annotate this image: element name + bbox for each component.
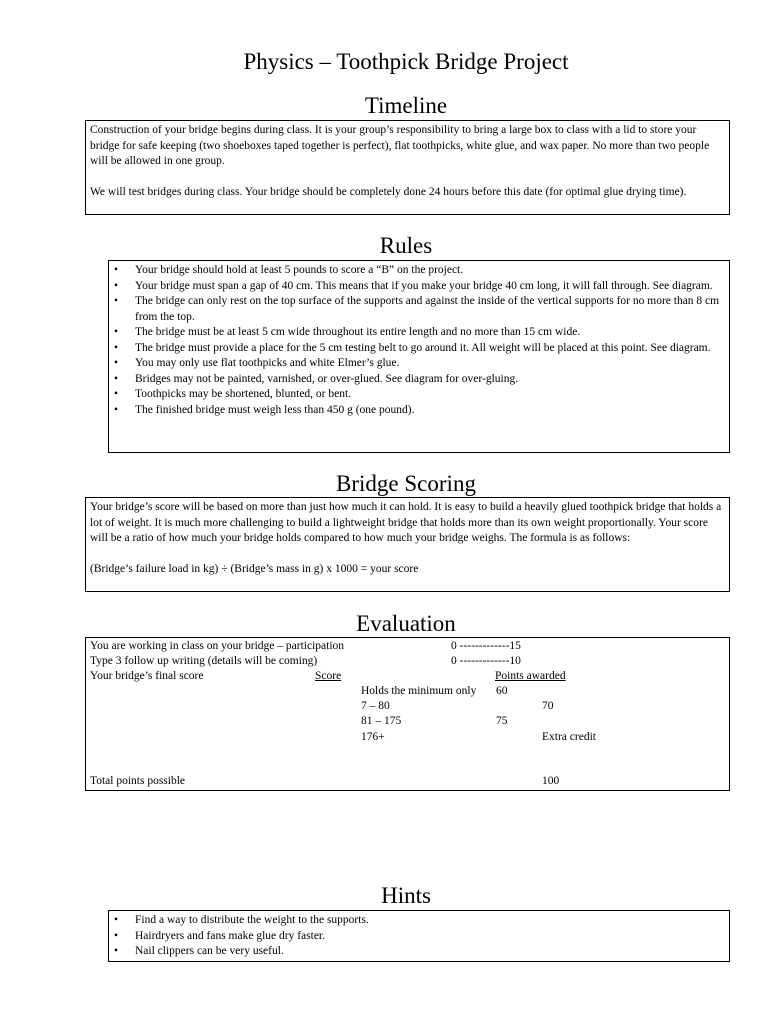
rules-heading: Rules — [379, 233, 433, 258]
points-column-header: Points awarded — [495, 670, 566, 682]
total-label: Total points possible — [90, 775, 186, 787]
evaluation-heading: Evaluation — [356, 611, 456, 636]
document-title: Physics – Toothpick Bridge Project — [243, 49, 569, 74]
writing-label: Type 3 follow up writing (details will be coming) — [90, 655, 318, 667]
rule-item: • You may only use flat toothpicks and white Elmer’s glue. — [109, 356, 725, 372]
score-points: 75 — [496, 715, 508, 727]
scoring-heading: Bridge Scoring — [336, 471, 476, 496]
final-score-label: Your bridge’s final score — [90, 670, 204, 682]
rule-item: • The bridge must provide a place for the 5 cm testing belt to go around it. All weight will be placed at this point. See diagram. — [109, 341, 725, 357]
score-column-header: Score — [315, 670, 342, 682]
hints-box — [108, 910, 730, 962]
rule-item: • The bridge must be at least 5 cm wide throughout its entire length and no more than 15 cm wide. — [109, 325, 725, 341]
rule-item: • Your bridge must span a gap of 40 cm. This means that if you make your bridge 40 cm long, it will fall through. See diagram. — [109, 279, 725, 295]
participation-points: 0 -------------15 — [451, 640, 521, 652]
timeline-paragraph-2: We will test bridges during class. Your bridge should be completely done 24 hours before this date (for optimal glue drying time). — [90, 185, 687, 198]
hints-list — [109, 913, 725, 960]
rule-item: • Bridges may not be painted, varnished, or over-glued. See diagram for over-gluing. — [109, 372, 725, 388]
score-points: 60 — [496, 685, 508, 697]
rule-item: • The bridge can only rest on the top surface of the supports and against the inside of the vertical supports for no more than 8 cm from the top. — [109, 294, 725, 325]
hint-item: • Hairdryers and fans make glue dry faster. — [109, 929, 725, 945]
timeline-heading: Timeline — [364, 93, 448, 118]
score-range: 81 – 175 — [361, 715, 402, 727]
rules-list — [109, 263, 725, 418]
rule-item: • The finished bridge must weigh less than 450 g (one pound). — [109, 403, 725, 419]
score-range: 7 – 80 — [361, 700, 390, 712]
evaluation-box — [85, 637, 730, 791]
rule-item: • Toothpicks may be shortened, blunted, or bent. — [109, 387, 725, 403]
hint-item: • Find a way to distribute the weight to the supports. — [109, 913, 725, 929]
scoring-box — [85, 497, 730, 592]
score-points: 70 — [542, 700, 554, 712]
scoring-formula: (Bridge’s failure load in kg) ÷ (Bridge’s mass in g) x 1000 = your score — [90, 562, 419, 575]
rules-box — [108, 260, 730, 453]
hints-heading: Hints — [381, 883, 431, 908]
timeline-paragraph-1: Construction of your bridge begins during class. It is your group’s responsibility to bring a large box to class with a lid to store your bridge for safe keeping (two shoeboxes taped together is perfect), flat toothpicks, white glue, and wax paper. No more than two people will be allowed in one group. — [90, 124, 710, 167]
score-range: 176+ — [361, 731, 385, 743]
hint-item: • Nail clippers can be very useful. — [109, 944, 725, 960]
timeline-box — [85, 120, 730, 215]
score-range: Holds the minimum only — [361, 685, 477, 697]
writing-points: 0 -------------10 — [451, 655, 521, 667]
rule-item: • Your bridge should hold at least 5 pounds to score a “B” on the project. — [109, 263, 725, 279]
participation-label: You are working in class on your bridge – participation — [90, 640, 345, 652]
total-points: 100 — [542, 775, 560, 787]
score-points: Extra credit — [542, 731, 596, 743]
scoring-paragraph: Your bridge’s score will be based on more than just how much it can hold. It is easy to build a heavily glued toothpick bridge that holds a lot of weight. It is much more challenging to build a lightweight bridge that holds more than its own weight proportionally. Your score will be a ratio of how much your bridge holds compared to how much your bridge weighs. The formula is as follows: — [90, 501, 722, 544]
